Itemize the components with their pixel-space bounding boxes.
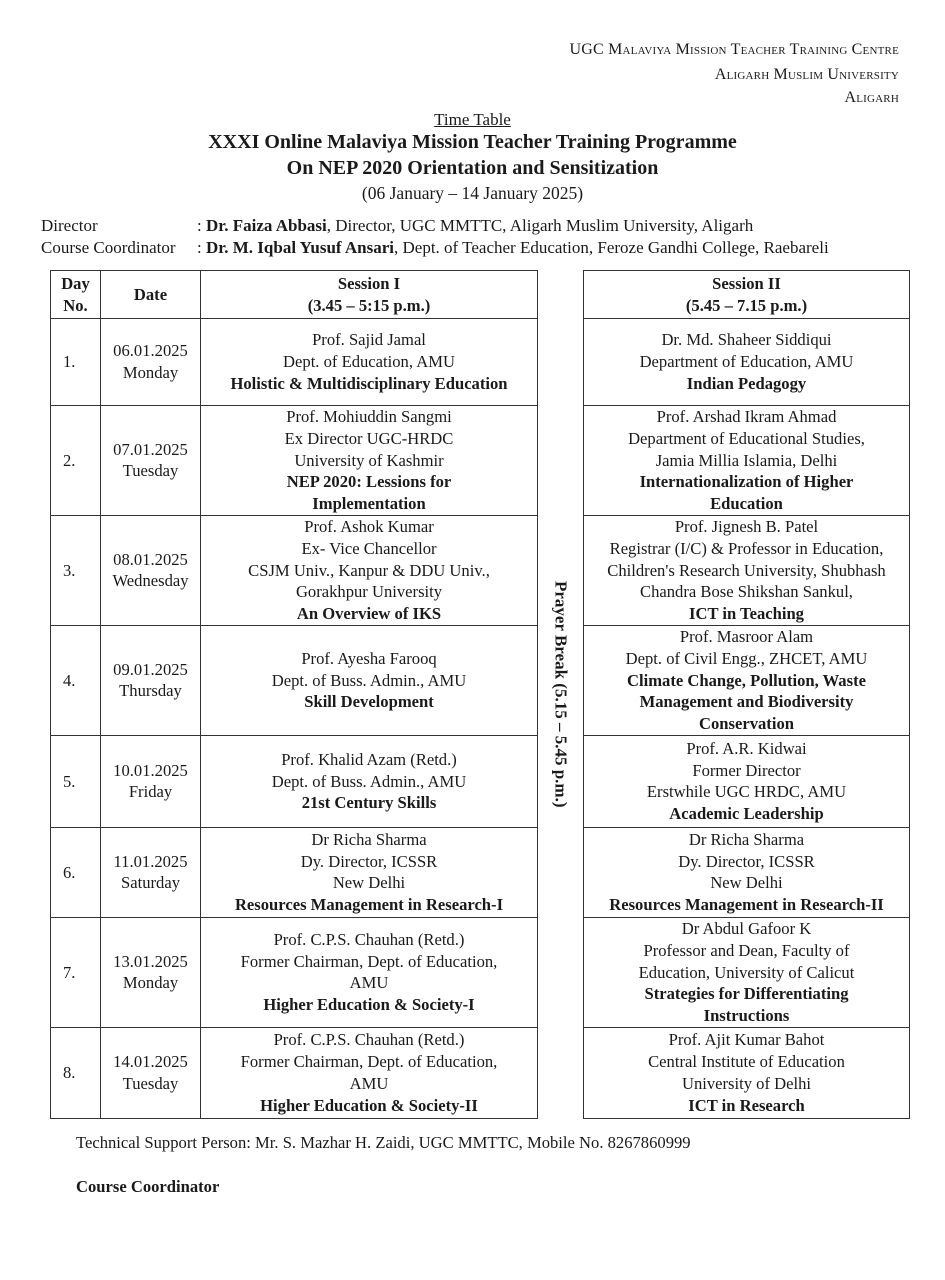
- coordinator-label: Course Coordinator: [41, 238, 176, 257]
- session-1-cell: [201, 406, 538, 516]
- coordinator-detail: , Dept. of Teacher Education, Feroze Gandhi College, Raebareli: [394, 238, 829, 257]
- day-value: 4.: [63, 670, 76, 690]
- centre-name: UGC Malaviya Mission Teacher Training Centre: [569, 41, 899, 58]
- session-2-cell: [584, 406, 910, 516]
- weekday-value: Monday: [122, 363, 179, 382]
- speaker-line: Former Director: [692, 760, 801, 780]
- day-number: [51, 735, 101, 827]
- coordinator-info: [41, 238, 829, 258]
- speaker-line: Prof. Arshad Ikram Ahmad: [656, 407, 837, 426]
- speaker-line: Central Institute of Education: [648, 1052, 845, 1072]
- day-number: [51, 406, 101, 516]
- speaker-line: Prof. Ayesha Farooq: [301, 648, 437, 668]
- prayer-break: [538, 271, 584, 1119]
- speaker-line: Ex- Vice Chancellor: [301, 538, 437, 558]
- weekday-value: Thursday: [119, 681, 182, 701]
- city-name: Aligarh: [844, 89, 899, 106]
- topic-line: NEP 2020: Lessions for: [286, 472, 452, 492]
- programme-subtitle: On NEP 2020 Orientation and Sensitization: [286, 157, 659, 179]
- speaker-line: Jamia Millia Islamia, Delhi: [655, 450, 838, 470]
- speaker-line: Prof. Masroor Alam: [679, 626, 814, 646]
- speaker-line: Dy. Director, ICSSR: [678, 851, 815, 871]
- header-session-1: Session I (3.45 – 5:15 p.m.): [201, 271, 538, 319]
- topic-line: Indian Pedagogy: [686, 373, 807, 393]
- weekday-value: Monday: [122, 973, 179, 993]
- speaker-line: New Delhi: [710, 873, 783, 893]
- separator: :: [197, 238, 206, 257]
- day-value: 8.: [63, 1063, 76, 1083]
- topic-line: Resources Management in Research-I: [234, 895, 504, 915]
- coordinator-name: Dr. M. Iqbal Yusuf Ansari: [205, 238, 394, 257]
- speaker-line: Children's Research University, Shubhash: [607, 560, 886, 580]
- director-name: Dr. Faiza Abbasi: [205, 216, 327, 235]
- speaker-line: Former Chairman, Dept. of Education,: [240, 951, 498, 971]
- programme-dates: (06 January – 14 January 2025): [361, 183, 584, 203]
- table-row: [51, 515, 910, 625]
- date-value: 11.01.2025: [113, 851, 188, 871]
- session-2-cell: [584, 625, 910, 735]
- session-1-cell: [201, 735, 538, 827]
- topic-line: ICT in Research: [688, 1095, 805, 1115]
- separator: :: [197, 216, 206, 235]
- table-row: [51, 735, 910, 827]
- table-row: [51, 1027, 910, 1118]
- speaker-line: Dr Abdul Gafoor K: [681, 918, 812, 938]
- date-cell: [101, 515, 201, 625]
- speaker-line: Erstwhile UGC HRDC, AMU: [646, 782, 847, 802]
- topic-line: Conservation: [699, 714, 794, 734]
- speaker-line: Prof. Ashok Kumar: [304, 516, 434, 536]
- prayer-break-label: Prayer Break (5.15 – 5.45 p.m.): [551, 581, 571, 808]
- table-row: [51, 406, 910, 516]
- speaker-line: Prof. Jignesh B. Patel: [674, 516, 819, 536]
- topic-line: 21st Century Skills: [301, 793, 437, 813]
- speaker-line: University of Kashmir: [294, 450, 444, 470]
- speaker-line: Education, University of Calicut: [638, 962, 855, 982]
- date-value: 08.01.2025: [113, 549, 188, 569]
- topic-line: Skill Development: [304, 692, 434, 712]
- speaker-line: Dept. of Education, AMU: [283, 352, 455, 372]
- topic-line: Instructions: [703, 1006, 790, 1026]
- date-cell: [101, 917, 201, 1027]
- speaker-line: Prof. C.P.S. Chauhan (Retd.): [273, 929, 465, 949]
- day-number: [51, 917, 101, 1027]
- topic-line: Strategies for Differentiating: [644, 984, 849, 1004]
- date-cell: [101, 625, 201, 735]
- date-cell: [101, 319, 201, 406]
- speaker-line: Dept. of Buss. Admin., AMU: [271, 670, 467, 690]
- session-1-cell: [201, 319, 538, 406]
- session-2-cell: [584, 319, 910, 406]
- session-1-cell: [201, 515, 538, 625]
- header-date: Date: [101, 271, 201, 319]
- speaker-line: Professor and Dean, Faculty of: [643, 940, 850, 960]
- speaker-line: Dr. Md. Shaheer Siddiqui: [661, 330, 832, 350]
- table-row: [51, 319, 910, 406]
- session-1-cell: [201, 625, 538, 735]
- session-2-cell: [584, 917, 910, 1027]
- topic-line: Higher Education & Society-I: [263, 995, 475, 1015]
- topic-line: Management and Biodiversity: [639, 692, 854, 712]
- weekday-value: Tuesday: [122, 461, 179, 481]
- session-1-cell: [201, 827, 538, 917]
- speaker-line: Prof. Sajid Jamal: [312, 330, 426, 350]
- speaker-line: AMU: [349, 973, 389, 993]
- date-value: 14.01.2025: [113, 1052, 188, 1072]
- speaker-line: Gorakhpur University: [295, 582, 443, 602]
- day-number: [51, 827, 101, 917]
- day-value: 5.: [63, 771, 76, 791]
- speaker-line: New Delhi: [332, 873, 406, 893]
- speaker-line: Registrar (I/C) & Professor in Education,: [609, 538, 884, 558]
- topic-line: ICT in Teaching: [689, 604, 804, 624]
- topic-line: Climate Change, Pollution, Waste: [627, 670, 866, 690]
- date-cell: [101, 1027, 201, 1118]
- signature-label: Course Coordinator: [76, 1176, 220, 1196]
- day-value: 6.: [63, 862, 76, 882]
- date-value: 06.01.2025: [113, 341, 188, 361]
- topic-line: Higher Education & Society-II: [260, 1095, 478, 1115]
- session-2-cell: [584, 515, 910, 625]
- session-1-cell: [201, 917, 538, 1027]
- date-cell: [101, 406, 201, 516]
- day-value: 7.: [63, 962, 76, 982]
- speaker-line: Dept. of Buss. Admin., AMU: [271, 771, 467, 791]
- director-label: Director: [41, 216, 98, 235]
- day-value: 1.: [63, 352, 76, 372]
- date-value: 07.01.2025: [113, 439, 188, 459]
- speaker-line: University of Delhi: [681, 1073, 812, 1093]
- date-value: 10.01.2025: [113, 760, 188, 780]
- weekday-value: Saturday: [121, 873, 180, 893]
- day-number: [51, 625, 101, 735]
- date-value: 13.01.2025: [113, 951, 188, 971]
- day-value: 2.: [63, 450, 76, 470]
- session-2-cell: [584, 1027, 910, 1118]
- session-2-cell: [584, 735, 910, 827]
- speaker-line: Chandra Bose Shikshan Sankul,: [640, 582, 853, 602]
- date-value: 09.01.2025: [113, 659, 188, 679]
- speaker-line: CSJM Univ., Kanpur & DDU Univ.,: [248, 560, 490, 580]
- speaker-line: Prof. A.R. Kidwai: [686, 738, 807, 758]
- director-info: [41, 216, 753, 236]
- doc-type: Time Table: [434, 110, 511, 129]
- date-cell: [101, 735, 201, 827]
- speaker-line: Dept. of Civil Engg., ZHCET, AMU: [625, 648, 868, 668]
- day-number: [51, 319, 101, 406]
- topic-line: Resources Management in Research-II: [609, 895, 884, 915]
- table-row: [51, 917, 910, 1027]
- table-row: [51, 827, 910, 917]
- speaker-line: Department of Educational Studies,: [628, 428, 865, 448]
- topic-line: Education: [710, 494, 783, 514]
- university-name: Aligarh Muslim University: [714, 66, 899, 83]
- day-value: 3.: [63, 560, 76, 580]
- weekday-value: Tuesday: [122, 1073, 179, 1093]
- speaker-line: Department of Education, AMU: [639, 352, 854, 372]
- programme-title: XXXI Online Malaviya Mission Teacher Training Programme: [208, 131, 737, 153]
- speaker-line: Dy. Director, ICSSR: [300, 851, 438, 871]
- speaker-line: Former Chairman, Dept. of Education,: [240, 1052, 498, 1072]
- topic-line: Holistic & Multidisciplinary Education: [230, 373, 508, 393]
- timetable: [50, 270, 910, 1119]
- header-day: Day No.: [51, 271, 101, 319]
- speaker-line: Ex Director UGC-HRDC: [284, 428, 454, 448]
- day-number: [51, 1027, 101, 1118]
- director-detail: , Director, UGC MMTTC, Aligarh Muslim University, Aligarh: [326, 216, 754, 235]
- speaker-line: Dr Richa Sharma: [688, 829, 805, 849]
- speaker-line: Dr Richa Sharma: [311, 829, 427, 849]
- date-cell: [101, 827, 201, 917]
- technical-support: Technical Support Person: Mr. S. Mazhar H. Zaidi, UGC MMTTC, Mobile No. 8267860999: [76, 1132, 691, 1152]
- speaker-line: Prof. Khalid Azam (Retd.): [281, 749, 457, 769]
- topic-line: Academic Leadership: [669, 804, 824, 824]
- main-content: [0, 270, 945, 1197]
- day-number: [51, 515, 101, 625]
- speaker-line: AMU: [349, 1073, 389, 1093]
- table-row: [51, 625, 910, 735]
- session-1-cell: [201, 1027, 538, 1118]
- session-2-cell: [584, 827, 910, 917]
- speaker-line: Prof. Mohiuddin Sangmi: [286, 407, 452, 426]
- header-session-2: Session II (5.45 – 7.15 p.m.): [584, 271, 910, 319]
- speaker-line: Prof. Ajit Kumar Bahot: [668, 1030, 825, 1050]
- topic-line: An Overview of IKS: [296, 604, 442, 624]
- weekday-value: Friday: [128, 782, 173, 802]
- topic-line: Internationalization of Higher: [639, 472, 854, 492]
- header-row: [51, 271, 910, 319]
- speaker-line: Prof. C.P.S. Chauhan (Retd.): [273, 1030, 465, 1050]
- topic-line: Implementation: [312, 494, 426, 514]
- weekday-value: Wednesday: [112, 571, 189, 591]
